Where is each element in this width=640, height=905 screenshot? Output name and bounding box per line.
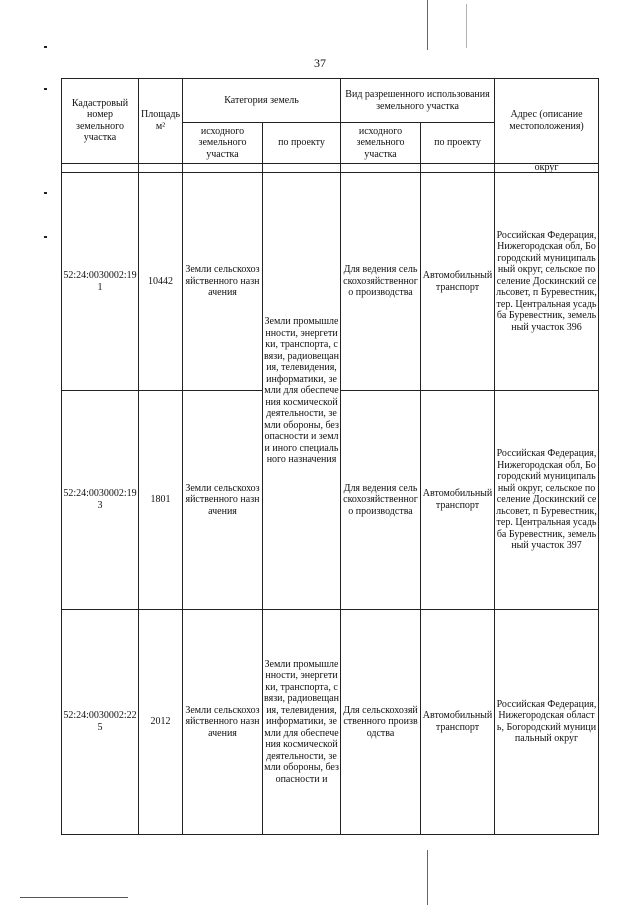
header-area-label: Площадь	[141, 109, 180, 121]
area-value: 10442	[139, 172, 183, 390]
header-area	[139, 79, 183, 164]
land-table	[61, 78, 599, 835]
subheader-use-original: исходного земельного участка	[341, 123, 421, 163]
carry-over-empty	[183, 163, 263, 172]
use-original: Для ведения сельскохозяйственного производства	[341, 391, 421, 609]
page-number: 37	[314, 56, 326, 70]
area-value: 1801	[139, 391, 183, 609]
address: Российская Федерация, Нижегородская область, Богородский муниципальный округ	[495, 609, 599, 834]
margin-mark	[44, 46, 47, 48]
binding-mark	[427, 0, 428, 50]
subheader-category-project: по проекту	[263, 123, 341, 163]
use-original: Для сельскохозяйственного производства	[341, 609, 421, 834]
category-project: Земли промышленности, энергетики, транспорта, связи, радиовещания, телевидения, информатики, земли для обеспечения космической деятельности, земли обороны, безопасности и	[263, 609, 341, 834]
carry-over-row	[62, 163, 599, 172]
bottom-rule	[20, 897, 128, 898]
category-original: Земли сельскохозяйственного назначения	[183, 609, 263, 834]
carry-over-empty	[341, 163, 421, 172]
use-project: Автомобильный транспорт	[421, 391, 495, 609]
carry-over-empty	[139, 163, 183, 172]
binding-mark	[466, 4, 467, 48]
carry-over-empty	[421, 163, 495, 172]
category-project: Земли промышленности, энергетики, транспорта, связи, радиовещания, телевидения, информатики, земли для обеспечения космической деятельности, земли обороны, безопасности и земли иного специального назначения	[263, 172, 341, 609]
subheader-category-original: исходного земельного участка	[183, 123, 263, 163]
subheader-use-project: по проекту	[421, 123, 495, 163]
carry-over-empty	[263, 163, 341, 172]
margin-mark	[44, 88, 47, 90]
address: Российская Федерация, Нижегородская обл, Богородский муниципальный округ, сельское поселение Доскинский сельсовет, п Буревестник, тер. Центральная усадьба Буревестник, земельный участок 397	[495, 391, 599, 609]
use-project: Автомобильный транспорт	[421, 609, 495, 834]
margin-mark	[44, 236, 47, 238]
header-cadastral: Кадастровый номер земельного участка	[62, 79, 139, 164]
address: Российская Федерация, Нижегородская обл, Богородский муниципальный округ, сельское поселение Доскинский сельсовет, п Буревестник, тер. Центральная усадьба Буревестник, земельный участок 396	[495, 172, 599, 390]
header-permitted-use: Вид разрешенного использования земельного участка	[341, 79, 495, 123]
category-original: Земли сельскохозяйственного назначения	[183, 391, 263, 609]
binding-mark	[427, 850, 428, 905]
table-row	[62, 172, 599, 390]
header-land-category: Категория земель	[183, 79, 341, 123]
carry-over-address: округ	[495, 163, 599, 172]
cadastral-number: 52:24:0030002:225	[62, 609, 139, 834]
area-value: 2012	[139, 609, 183, 834]
cadastral-number: 52:24:0030002:193	[62, 391, 139, 609]
carry-over-empty	[62, 163, 139, 172]
margin-mark	[44, 192, 47, 194]
header-area-unit: м²	[155, 120, 166, 132]
use-original: Для ведения сельскохозяйственного производства	[341, 172, 421, 390]
category-original: Земли сельскохозяйственного назначения	[183, 172, 263, 390]
header-address: Адрес (описание местоположения)	[495, 79, 599, 164]
table-row	[62, 609, 599, 834]
cadastral-number: 52:24:0030002:191	[62, 172, 139, 390]
use-project: Автомобильный транспорт	[421, 172, 495, 390]
